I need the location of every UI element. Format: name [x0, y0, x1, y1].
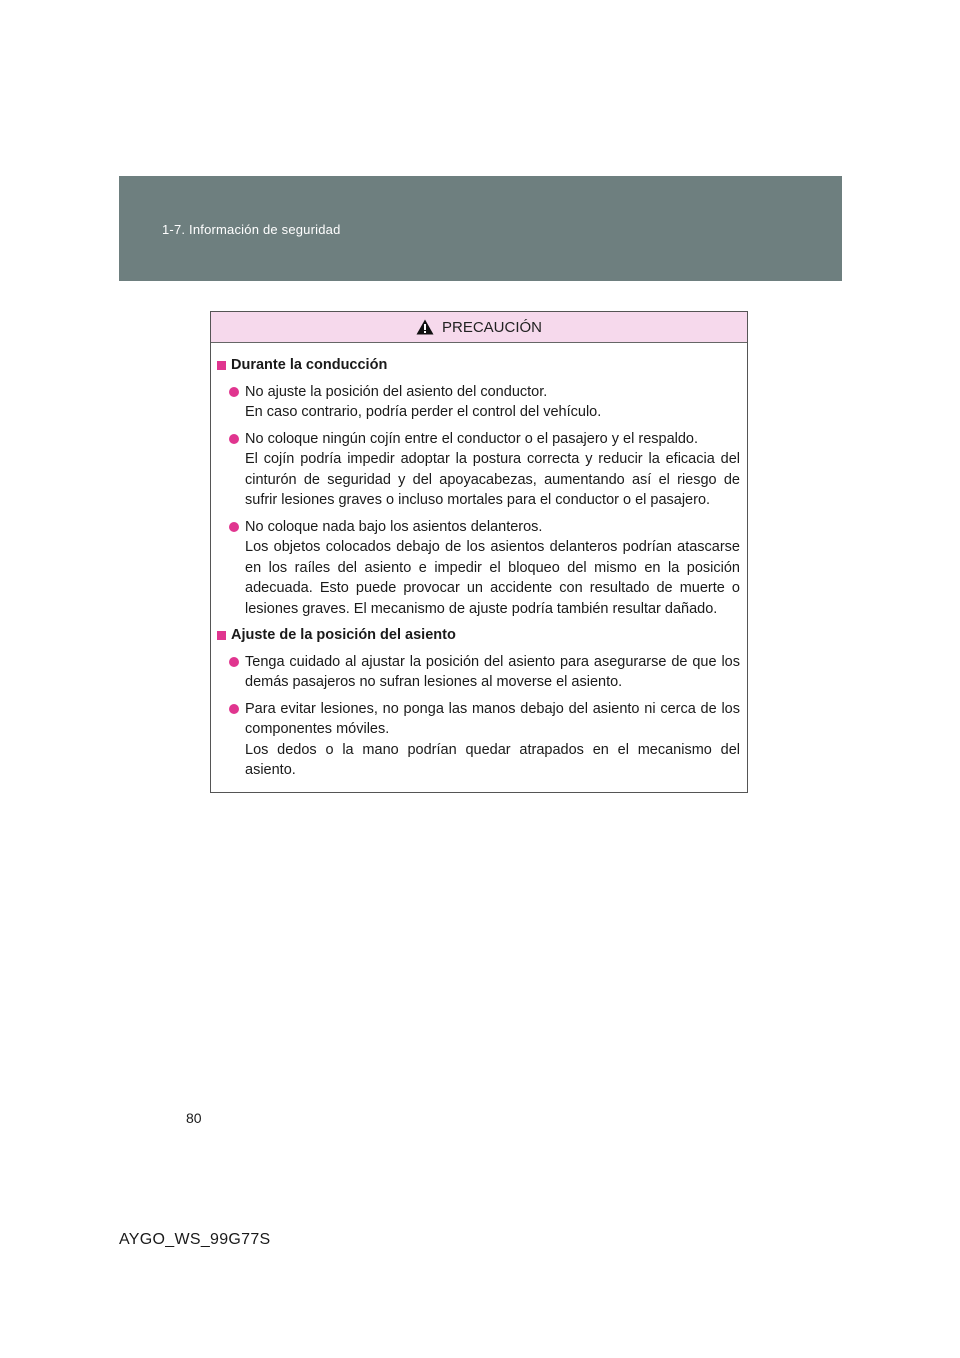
- bullet-lead: No coloque nada bajo los asientos delanteros.: [245, 518, 543, 535]
- circle-bullet-icon: [229, 522, 239, 532]
- circle-bullet-icon: [229, 704, 239, 714]
- section-title: 1-7. Información de seguridad: [162, 222, 341, 237]
- caution-title: PRECAUCIÓN: [441, 318, 542, 336]
- caution-box: [210, 311, 748, 793]
- list-item: [229, 429, 740, 511]
- section-heading: Ajuste de la posición del asiento: [231, 627, 456, 643]
- list-item: [229, 382, 740, 423]
- bullet-lead: No coloque ningún cojín entre el conductor o el pasajero y el respaldo.: [245, 430, 699, 447]
- warning-triangle-icon: [416, 319, 434, 335]
- list-item: [229, 699, 740, 781]
- list-item: [229, 652, 740, 693]
- bullet-detail: Los dedos o la mano podrían quedar atrapados en el mecanismo del asiento.: [245, 741, 740, 778]
- caution-body: [211, 343, 747, 781]
- section-driving: [215, 355, 740, 619]
- bullet-lead: Tenga cuidado al ajustar la posición del asiento para asegurarse de que los demás pasajeros no sufran lesiones al moverse el asiento.: [245, 653, 740, 690]
- section-seat-adjust: [215, 625, 740, 781]
- circle-bullet-icon: [229, 434, 239, 444]
- page-number: 80: [186, 1110, 202, 1126]
- list-item: [229, 517, 740, 620]
- section-heading: Durante la conducción: [231, 357, 388, 373]
- bullet-lead: No ajuste la posición del asiento del conductor.: [245, 383, 548, 400]
- caution-header: [211, 312, 747, 343]
- square-bullet-icon: [217, 361, 226, 370]
- bullet-detail: En caso contrario, podría perder el control del vehículo.: [245, 404, 602, 420]
- bullet-detail: Los objetos colocados debajo de los asientos delanteros podrían atascarse en los raíles del asiento e impedir el bloqueo del mismo en la posición adecuada. Esto puede provocar un accidente con resultado de muerte o lesiones graves. El mecanismo de ajuste podría también resultar dañado.: [245, 539, 740, 617]
- bullet-lead: Para evitar lesiones, no ponga las manos debajo del asiento ni cerca de los componentes móviles.: [245, 700, 740, 737]
- circle-bullet-icon: [229, 387, 239, 397]
- square-bullet-icon: [217, 631, 226, 640]
- document-code: AYGO_WS_99G77S: [119, 1231, 271, 1248]
- circle-bullet-icon: [229, 657, 239, 667]
- bullet-detail: El cojín podría impedir adoptar la postura correcta y reducir la eficacia del cinturón de seguridad y del apoyacabezas, aumentando así el riesgo de sufrir lesiones graves o incluso mortales para el conductor o el pasajero.: [245, 451, 740, 508]
